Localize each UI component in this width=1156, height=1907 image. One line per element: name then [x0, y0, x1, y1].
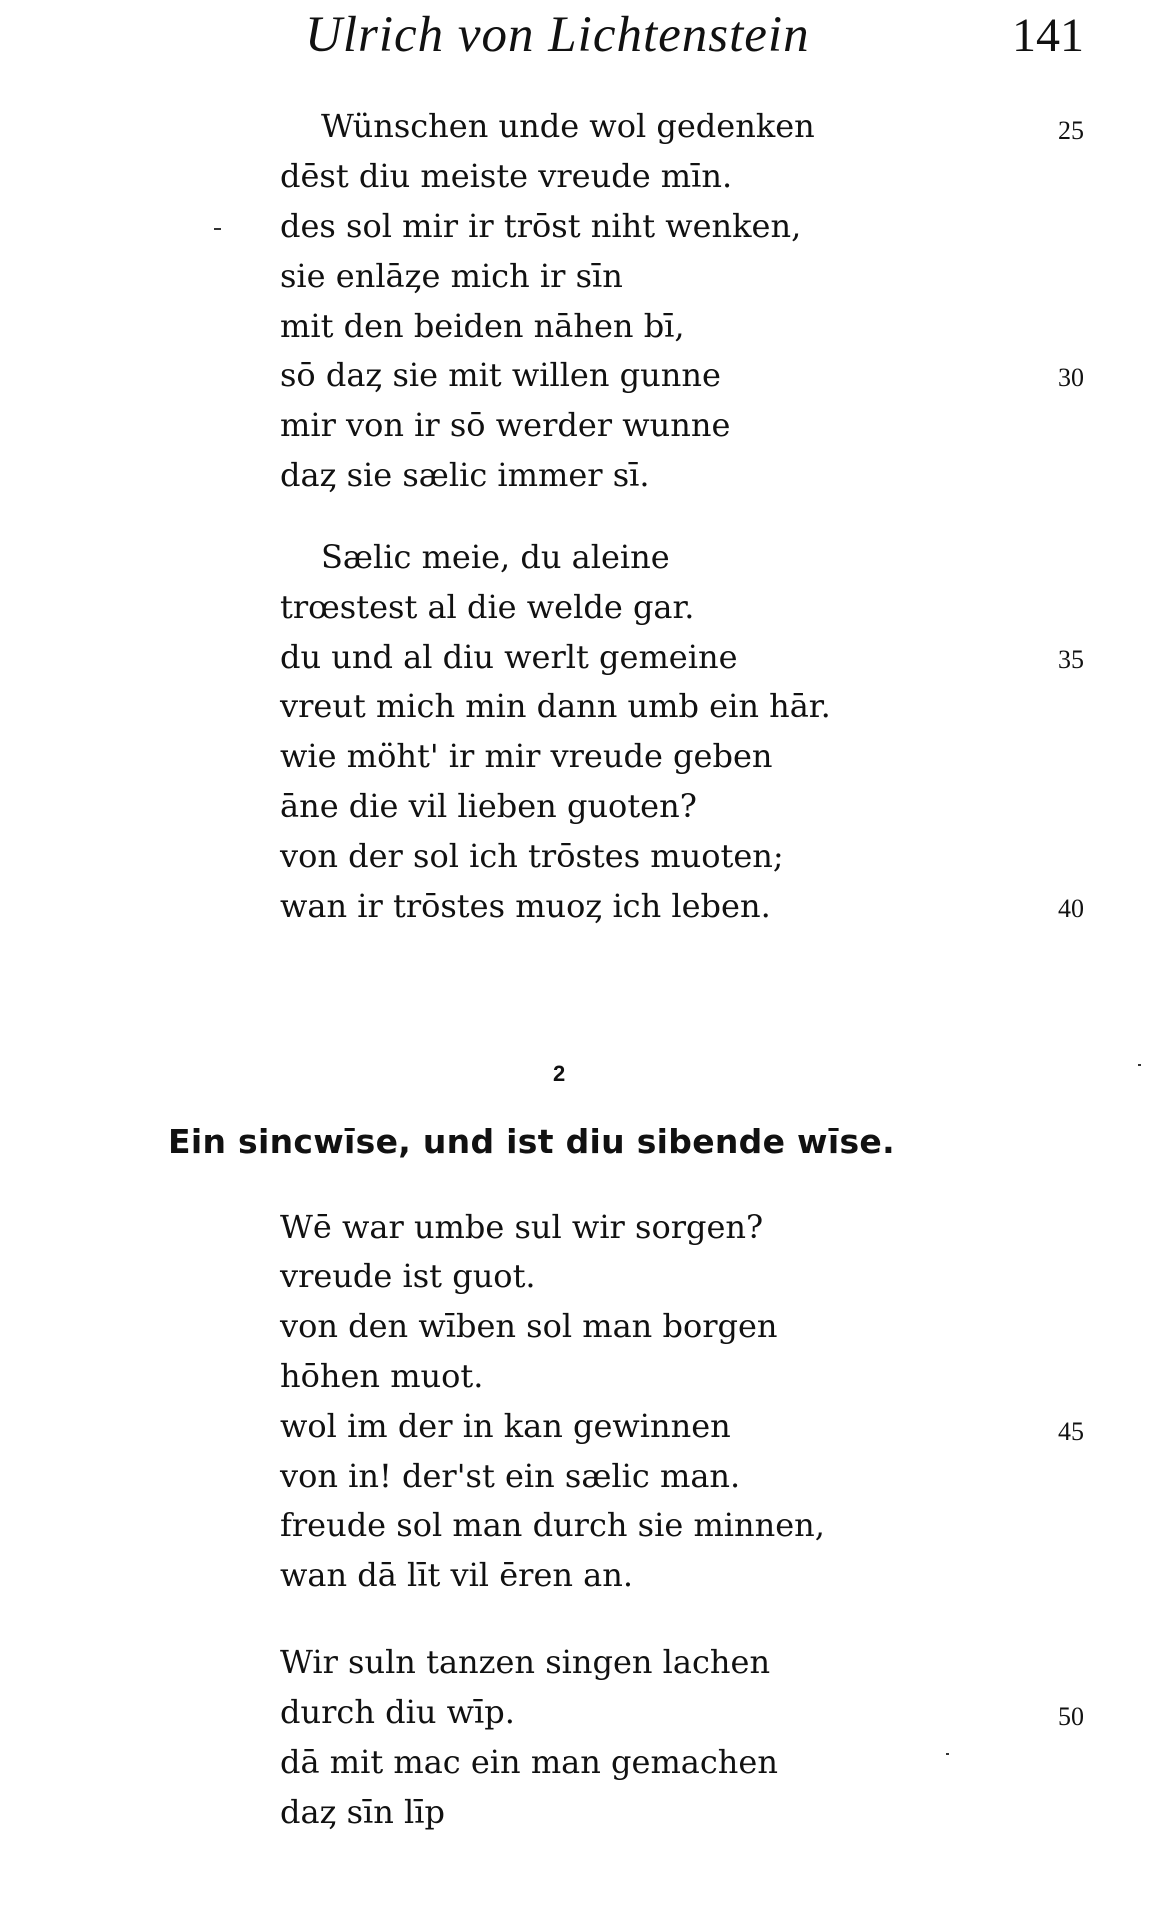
verse-line: hōhen muot.: [280, 1357, 484, 1395]
verse-line: vreude ist guot.: [280, 1257, 536, 1295]
verse-line: mit den beiden nāhen bī,: [280, 307, 685, 345]
verse-line: trœstest al die welde gar.: [280, 588, 695, 626]
verse-line: mir von ir sō werder wunne: [280, 406, 731, 444]
verse-line: wie möht' ir mir vreude geben: [280, 737, 773, 775]
verse-line: Wünschen unde wol gedenken: [321, 107, 815, 145]
verse-line: sō daȥ sie mit willen gunne: [280, 356, 721, 394]
verse-line: vreut mich min dann umb ein hār.: [280, 687, 831, 725]
verse-line: wan dā līt vil ēren an.: [280, 1556, 634, 1594]
verse-line: von in! der'st ein sælic man.: [280, 1457, 741, 1495]
line-number: 25: [1058, 116, 1084, 145]
verse-line: āne die vil lieben guoten?: [280, 787, 697, 825]
verse-line: dēst diu meiste vreude mīn.: [280, 157, 733, 195]
scan-speck: [946, 1753, 949, 1755]
verse-line: Wē war umbe sul wir sorgen?: [280, 1208, 764, 1246]
line-number: 30: [1058, 363, 1084, 392]
verse-line: wol im der in kan gewinnen: [280, 1407, 731, 1445]
page-number: 141: [1012, 9, 1084, 62]
verse-line: Wir suln tanzen singen lachen: [280, 1643, 771, 1681]
verse-line: des sol mir ir trōst niht wenken,: [280, 207, 802, 245]
scan-speck: [1138, 1064, 1141, 1066]
poem-number: 2: [553, 1061, 566, 1086]
verse-line: von der sol ich trōstes muoten;: [280, 837, 784, 875]
verse-line: sie enlāȥe mich ir sīn: [280, 257, 623, 295]
verse-line: wan ir trōstes muoȥ ich leben.: [280, 887, 771, 925]
verse-line: daȥ sie sælic immer sī.: [280, 456, 650, 494]
line-number: 45: [1058, 1417, 1084, 1446]
poem-heading: Ein sincwīse, und ist diu sibende wīse.: [168, 1122, 895, 1161]
line-number: 50: [1058, 1702, 1084, 1731]
verse-line: daȥ sīn līp: [280, 1793, 445, 1831]
line-number: 35: [1058, 645, 1084, 674]
verse-line: durch diu wīp.: [280, 1693, 515, 1731]
verse-line: von den wīben sol man borgen: [280, 1307, 778, 1345]
verse-line: dā mit mac ein man gemachen: [280, 1743, 778, 1781]
running-title: Ulrich von Lichtenstein: [305, 7, 810, 63]
verse-line: Sælic meie, du aleine: [321, 538, 670, 576]
line-number: 40: [1058, 894, 1084, 923]
verse-line: du und al diu werlt gemeine: [280, 638, 738, 676]
verse-line: freude sol man durch sie minnen,: [280, 1506, 825, 1544]
scan-speck: [214, 228, 221, 230]
